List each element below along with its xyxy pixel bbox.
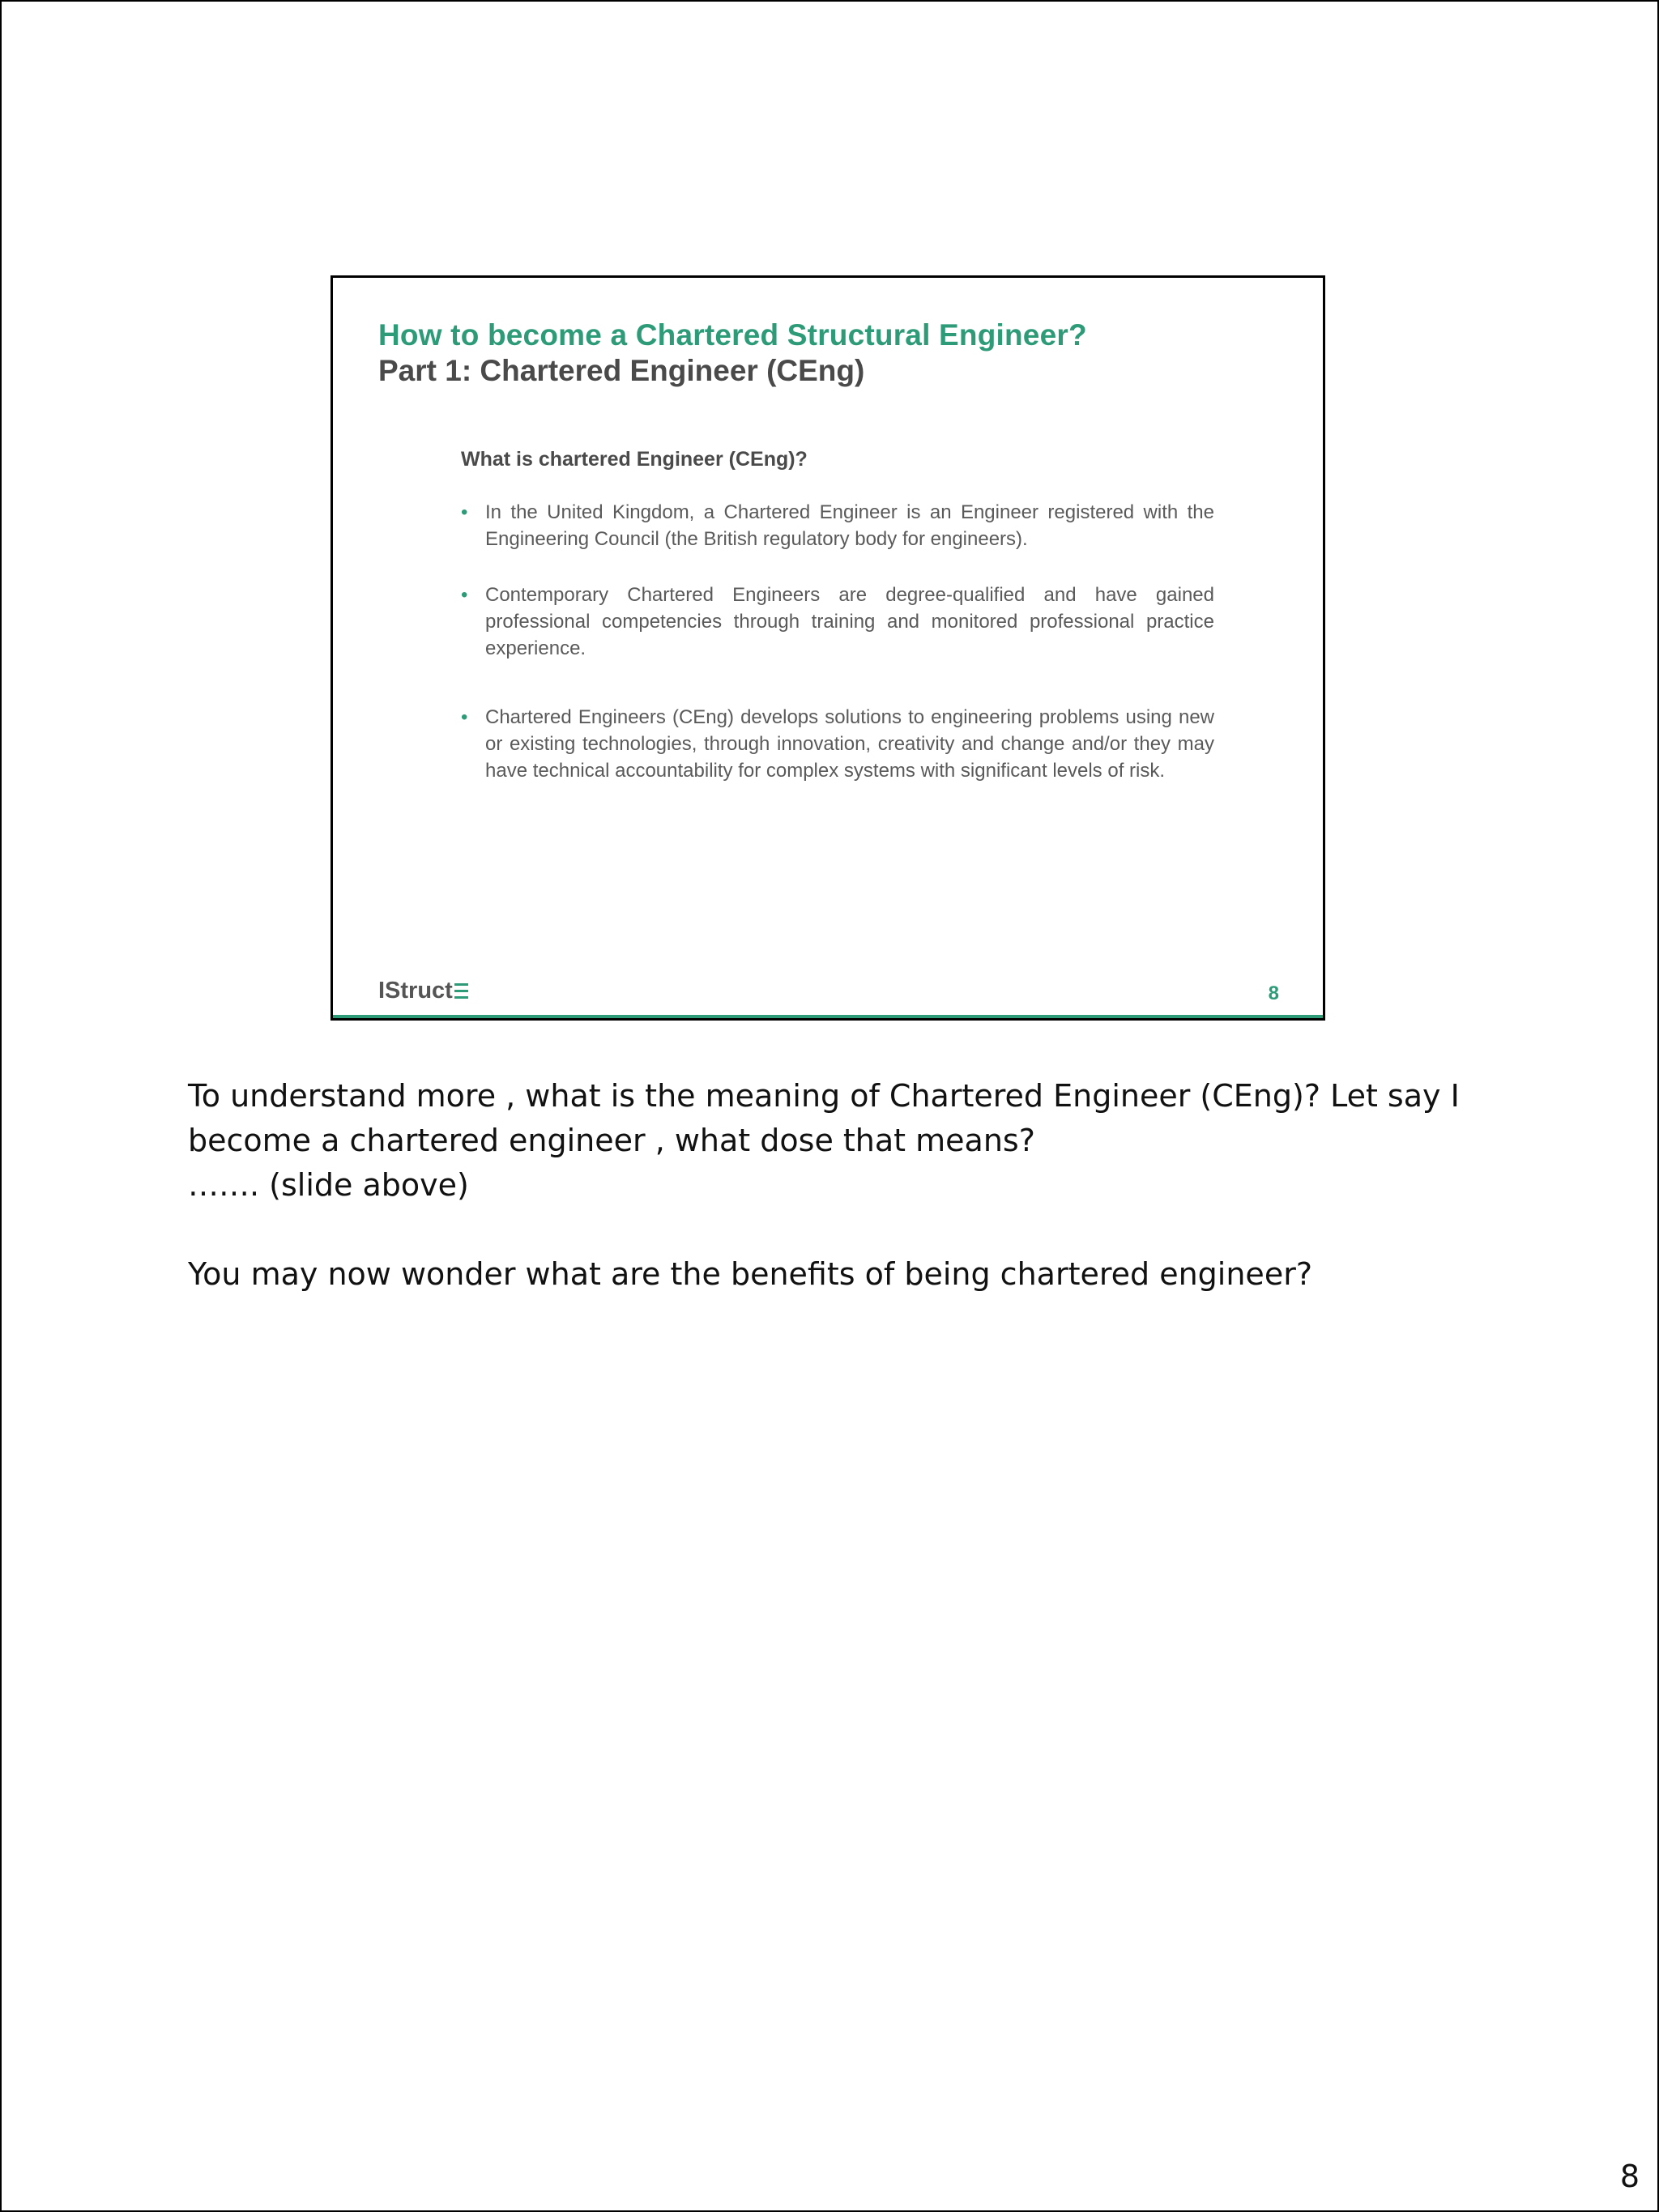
bullet-dot-icon: • xyxy=(461,706,468,728)
slide-thumbnail xyxy=(331,275,1325,1021)
slide-number: 8 xyxy=(1268,982,1279,1004)
bullet-dot-icon: • xyxy=(461,584,468,606)
slide-question: What is chartered Engineer (CEng)? xyxy=(461,448,808,471)
bullet-item xyxy=(461,704,1214,784)
bullet-list xyxy=(461,499,1214,784)
bullet-item xyxy=(461,499,1214,552)
notes-paragraph: To understand more , what is the meaning of Chartered Engineer (CEng)? Let say I become a chartered engineer , what dose that means? xyxy=(188,1078,1460,1158)
bullet-text: Contemporary Chartered Engineers are degree-qualified and have gained professional competencies through training and monitored professional practice experience. xyxy=(485,584,1214,659)
bullet-item xyxy=(461,582,1214,662)
page-number: 8 xyxy=(1619,2159,1640,2194)
logo-text: IStruct xyxy=(378,978,453,1004)
slide-title: How to become a Chartered Structural Engineer? xyxy=(378,318,1087,352)
slide-subtitle: Part 1: Chartered Engineer (CEng) xyxy=(378,354,865,387)
speaker-notes xyxy=(188,1074,1484,1297)
slide-content xyxy=(461,448,1214,784)
notes-paragraph: ……. (slide above) xyxy=(188,1167,469,1203)
bullet-text: Chartered Engineers (CEng) develops solutions to engineering problems using new or existing technologies, through innovation, creativity and change and/or they may have technical accountability for complex systems with significant levels of risk. xyxy=(485,706,1214,782)
slide-bottom-rule xyxy=(333,1015,1323,1018)
logo-e-mark-icon xyxy=(454,983,468,999)
istructe-logo xyxy=(378,978,468,1004)
bullet-dot-icon: • xyxy=(461,501,468,523)
notes-paragraph: You may now wonder what are the benefits of being chartered engineer? xyxy=(188,1256,1312,1292)
bullet-text: In the United Kingdom, a Chartered Engineer is an Engineer registered with the Engineering Council (the British regulatory body for engineers). xyxy=(485,501,1214,550)
